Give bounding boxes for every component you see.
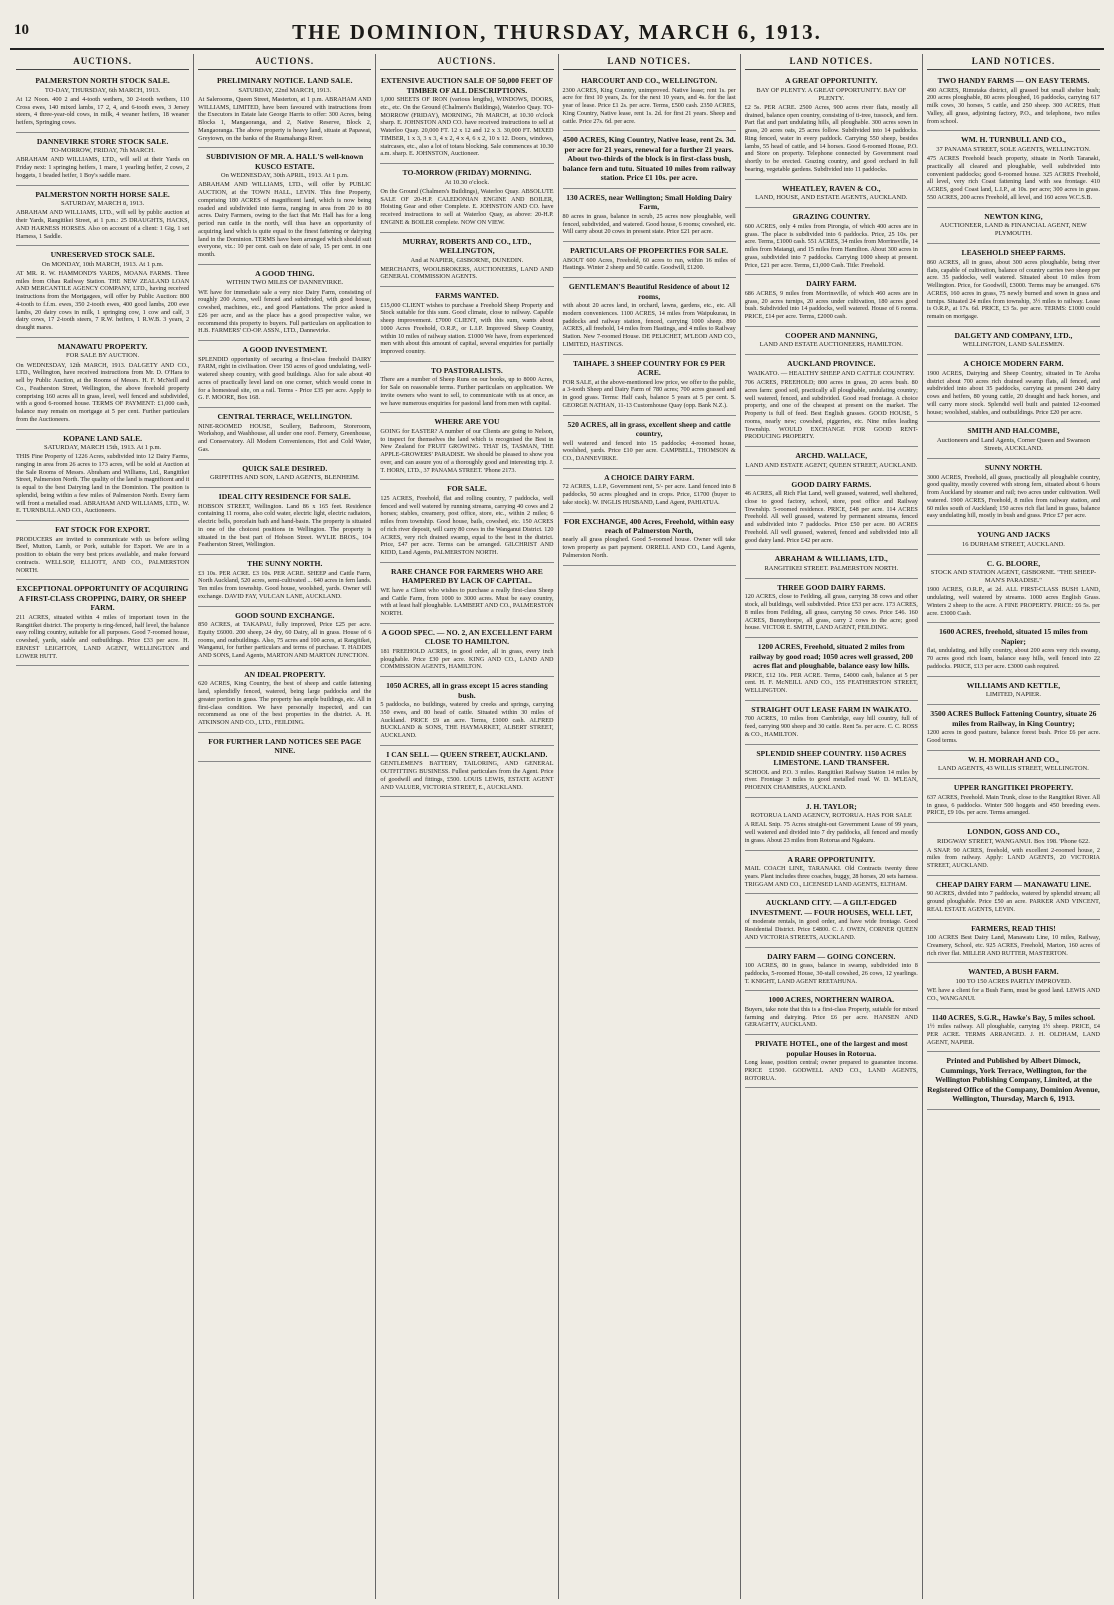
ad-title: UPPER RANGITIKEI PROPERTY. — [953, 783, 1073, 793]
advertisement — [927, 355, 1100, 422]
ad-body: 1200 acres in good pasture, balance forest bush. Price £6 per acre. Good terms. — [926, 729, 1101, 745]
ad-body: At 12 Noon. 400 2 and 4-tooth wethers, 30 2-tooth wethers, 110 Cross ewes, 140 mixed lambs, 17 2, 4, and 6-tooth ewes, 3 Jersey steers, 4 three-year-old cows, in milk, 4 weaner heifers, 18 weaner heifers, Springing cows. — [16, 95, 190, 127]
columns-container — [12, 54, 1104, 1599]
ad-body: A REAL Snip. 75 Acres straight-out Government Lease of 99 years, well watered and divided into 7 dry paddocks, all fenced and mostly in grass. About 23 miles from Rotorua and Ngakuru. — [744, 821, 918, 844]
ad-body: Buyers, take note that this is a first-class Property, suitable for mixed farming and dairying. Price £6 per acre. HANSEN AND GERAGHTY, AUCKLAND. — [744, 1005, 918, 1029]
ad-body: 637 ACRES, Freehold. Main Trunk, close to the Rangitikei River. All in grass, 6 paddocks. Winter 500 hoggets and 450 breeding ewes. PRICE, £9 10s. per acre. Terms arranged. — [926, 793, 1101, 817]
ad-title: YOUNG AND JACKS — [976, 530, 1050, 540]
ad-title: GOOD DAIRY FARMS. — [791, 479, 872, 489]
ad-body: 706 ACRES, FREEHOLD; 800 acres in grass, 20 acres bush. 80 acres farm: good soil, practically all ploughable, undulating country; well watered, fenced, and subdivided. Good road frontage. A choice property, and one of the cheapest at present on the market. The Property is full of feed. Best English grasses. GOOD HOUSE, 5 rooms, nearly new; cowshed, piggeries, etc. Nine miles leading Township. WOULD EXCHANGE FOR GOOD RENT-PRODUCING PROPERTY. — [744, 379, 918, 441]
ad-body: At Salerooms, Queen Street, Masterton, at 1 p.m. ABRAHAM AND WILLIAMS, LIMITED, have been favoured with instructions from the Executors in Estate late George Harris to offer: 300 Acres, being Blocks 1, Mangaoranga, and 2, Native Reserve, Block 2, Mangaoranga. The above property is heavy land, situate at Papawai, Greytown, on the banks of the Ruamahanga River. — [198, 95, 372, 142]
advertisement — [927, 623, 1100, 676]
ad-body: ABRAHAM AND WILLIAMS, LTD., will sell by public auction at their Yards, Rangitikei Street, at 1 p.m.: 25 DRAUGHTS, HACKS, AND HARNESS HORSES. Also on account of a client: 1 Gig, 1 set Harness, 1 Saddle. — [16, 209, 190, 240]
advertisement — [745, 798, 918, 851]
advertisement — [745, 638, 918, 701]
advertisement — [927, 459, 1100, 526]
ad-title: A CHOICE DAIRY FARM. — [604, 472, 695, 482]
advertisement — [745, 991, 918, 1035]
ad-subtitle: ROTORUA LAND AGENCY, ROTORUA. HAS FOR SALE — [750, 812, 912, 820]
ad-body: 850 ACRES, at TAKAPAU, fully improved, Price £25 per acre. Equity £6000. 200 sheep, 24 dry, 60 Dairy, all in grass. House of 6 rooms, and outbuildings. Also, 75 acres and 100 acres, at Rangitikei, Wanganui, for further particulars and terms of purchase. T. HADDIS AND SONS, Land Agents, MARTON AND MARTON JUNCTION. — [198, 621, 372, 660]
advertisement — [927, 131, 1100, 207]
ad-body: 211 ACRES, situated within 4 miles of important town in the Rangitikei district. The property is ring-fenced, half level, the balance easy rolling country, suitable for all purposes. Good 7-roomed house, cowshed, yards, stable and outbuildings. Price £33 per acre. H. ERNEST LEIGHTON, LAND AGENT, WELLINGTON and LOWER HUTT. — [16, 613, 190, 660]
advertisement — [198, 408, 371, 459]
ad-body: 1½ miles railway. All ploughable, carrying 1½ sheep. PRICE, £4 PER ACRE. TERMS ARRANGED. J. H. OLDHAM, LAND AGENT, NAPIER. — [926, 1023, 1101, 1046]
ad-title: 520 ACRES, all in grass, excellent sheep and cattle country, — [567, 419, 731, 439]
ad-title: CENTRAL TERRACE, WELLINGTON. — [217, 412, 353, 422]
advertisement — [927, 876, 1100, 920]
ad-subtitle: RANGITIKEI STREET. PALMERSTON NORTH. — [764, 564, 899, 572]
advertisement — [380, 480, 553, 562]
advertisement — [198, 460, 371, 489]
advertisement — [16, 246, 189, 338]
column-heading: AUCTIONS. — [198, 54, 371, 70]
ad-title: FARMERS, READ THIS! — [971, 923, 1056, 933]
advertisement — [927, 1052, 1100, 1109]
ad-title: WHERE ARE YOU — [434, 417, 500, 427]
ad-title: ARCHD. WALLACE, — [795, 451, 868, 461]
ad-title: 1140 ACRES, S.G.R., Hawke's Bay, 5 miles school. — [931, 1012, 1096, 1022]
ad-subtitle: 100 TO 150 ACRES PARTLY IMPROVED. — [955, 977, 1072, 985]
advertisement — [198, 341, 371, 408]
ad-body: with about 20 acres land, in orchard, lawns, gardens, etc., etc. All modern conveniences. 1100 ACRES, 14 miles from Waipukurau, in paddocks and railway station, fenced, carrying 1000 sheep. 890 ACRES, all freehold, 14 miles from Hastings, and 4 miles to Railway Station. New 7-roomed House. DE PELICHET, M'LEOD AND CO., LIMITED, HASTINGS. — [562, 302, 736, 348]
ad-body: Long lease, position central; owner prepared to guarantee income. PRICE £1500. GODWELL AND CO., LAND AGENTS, ROTORUA. — [744, 1059, 918, 1082]
ad-title: PRELIMINARY NOTICE. LAND SALE. — [216, 76, 353, 86]
ad-title: DALGETY AND COMPANY, LTD., — [954, 330, 1073, 340]
ad-body: flat, undulating, and hilly country, about 200 acres very rich swamp, 70 acres good rich loam, balance easy hills, well fenced into 22 paddocks. PRICE, £13 per acre. £3000 cash required. — [926, 647, 1101, 670]
ad-subtitle: LAND, HOUSE, AND ESTATE AGENTS, AUCKLAND. — [755, 194, 908, 202]
ad-title: SPLENDID SHEEP COUNTRY. 1150 ACRES LIMESTONE. LAND TRANSFER. — [756, 748, 907, 768]
ad-title: PARTICULARS OF PROPERTIES FOR SALE. — [570, 246, 729, 256]
advertisement — [927, 963, 1100, 1008]
advertisement — [198, 72, 371, 148]
advertisement — [16, 580, 189, 666]
ad-title: FOR SALE. — [447, 484, 487, 494]
advertisement — [745, 208, 918, 275]
advertisement — [745, 745, 918, 798]
ad-body: 3000 ACRES, Freehold, all grass, practically all ploughable country, good quality, mostly covered with strong fern, situated about 6 hours from Auckland by steamer and rail; two acres under cultivation. Well watered. 1900 ACRES, Freehold, 8 miles from railway station, and 60 miles south of Auckland; 150 acres rich flat land in grass, balance easy undulating hill, mostly in bush and grass. Price £7 per acre. — [926, 473, 1101, 520]
ad-title: GENTLEMAN'S Beautiful Residence of about 12 rooms, — [568, 282, 730, 301]
advertisement — [745, 550, 918, 579]
ad-subtitle: LAND AND ESTATE AUCTIONEERS, HAMILTON. — [759, 341, 903, 349]
ad-subtitle: RIDGWAY STREET, WANGANUI. Box 198. 'Phone 622. — [937, 837, 1090, 845]
ad-body: ABOUT 600 Acres, Freehold, 60 acres to run, within 16 miles of Hastings. Winter 2 sheep and 50 cattle. Goodwill, £1200. — [562, 256, 736, 272]
ad-title: CHEAP DAIRY FARM — MANAWATU LINE. — [935, 879, 1092, 889]
ad-title: A GOOD INVESTMENT. — [242, 345, 327, 355]
advertisement — [563, 513, 736, 566]
ad-title: FARMS WANTED. — [435, 291, 499, 301]
ad-title: MURRAY, ROBERTS AND CO., LTD., WELLINGTON, — [402, 236, 532, 256]
advertisement — [745, 851, 918, 895]
advertisement — [16, 338, 189, 430]
ad-title: PALMERSTON NORTH STOCK SALE. — [35, 76, 170, 86]
ad-body: AT MR. R. W. HAMMOND'S YARDS, MOANA FARMS. Three miles from Ohau Railway Station. THE NEW ZEALAND LOAN AND MERCANTILE AGENCY COMPANY, LTD., having received instructions from the Mortgagees, will offer by Public Auction: 800 4-tooth to f.f.m. ewes, 350 2-tooth ewes, 400 good lambs, 200 ewe lambs, 20 dairy cows in milk, 1 springing cow, 1 cow and calf, 3 dairy cows, 17 2-tooth steers, 7 R.W. heifers, 1 R.W.B. 3 years, 2 draught mares. — [16, 269, 190, 332]
advertisement — [563, 416, 736, 469]
advertisement — [380, 413, 553, 480]
advertisement — [380, 624, 553, 677]
ad-title: DAIRY FARM. — [806, 279, 857, 289]
ad-subtitle: SATURDAY, MARCH 8, 1913. — [61, 200, 145, 208]
ad-subtitle: TO-DAY, THURSDAY, 6th MARCH, 1913. — [44, 86, 161, 94]
advertisement — [927, 72, 1100, 131]
ad-body: SCHOOL and P.O. 3 miles. Rangitikei Railway Station 14 miles by river. Frontage 3 miles to good metalled road. W. D. M'LEAN, PHOENIX CHAMBERS, AUCKLAND. — [744, 768, 918, 792]
ad-title: A CHOICE MODERN FARM. — [963, 359, 1064, 369]
ad-subtitle: LIMITED, NAPIER. — [985, 691, 1041, 699]
ad-title: TAIHAPE. 3 SHEEP COUNTRY FOR £9 PER ACRE. — [572, 358, 726, 378]
ad-title: DANNEVIRKE STORE STOCK SALE. — [36, 136, 169, 146]
ad-title: COOPER AND MANNING, — [785, 330, 878, 340]
ad-body: 72 ACRES, L.I.P., Government rent, 5/- per acre. Land fenced into 8 paddocks, 50 acres ploughed and in crops. Price, £1700 (buyer to take stock). W. INGLIS HUSBAND, Land Agent, PAHIATUA. — [562, 483, 736, 506]
ad-subtitle: And at NAPIER, GISBORNE, DUNEDIN. — [410, 256, 524, 264]
ad-subtitle: Auctioneers and Land Agents, Corner Queen and Swanson Streets, AUCKLAND. — [936, 436, 1090, 453]
page-number: 10 — [14, 22, 29, 38]
ad-title: SUBDIVISION OF MR. A. HALL'S well-known KUSCO ESTATE. — [206, 152, 364, 171]
ad-body: PRICE, £12 10s. PER ACRE. Terms, £4000 cash, balance at 5 per cent. H. F. McNEILL AND CO., 155 FEATHERSTON STREET, WELLINGTON. — [744, 671, 918, 695]
ad-subtitle: LAND AND ESTATE AGENT, QUEEN STREET, AUCKLAND. — [745, 461, 918, 469]
ad-body: PRODUCERS are invited to communicate with us before selling Beef, Mutton, Lamb, or Pork, suitable for Export. We are in a position to obtain the very best prices available, and make forward contracts. WELLSOP, ELLIOTT, AND CO., PALMERSTON NORTH. — [16, 535, 190, 574]
ad-title: AN IDEAL PROPERTY. — [244, 669, 326, 679]
advertisement — [927, 823, 1100, 876]
ad-title: TO-MORROW (FRIDAY) MORNING. — [402, 168, 532, 178]
ad-title: 3500 ACRES Bullock Fattening Country, situate 26 miles from Railway, in King Country; — [930, 709, 1097, 728]
advertisement — [927, 208, 1100, 245]
column-4 — [558, 54, 740, 1599]
advertisement — [380, 563, 553, 624]
ad-body: £3 10s. PER ACRE. £3 10s. PER ACRE. SHEEP and Cattle Farm, North Auckland, 520 acres, semi-cultivated ... 640 acres in fern lands. Ten miles from township. Good house, woolshed, yards. Owner will exchange. DAVID FAY, VULCAN LANE, AUCKLAND. — [198, 569, 372, 600]
ad-body: MERCHANTS, WOOLBROKERS, AUCTIONEERS, LAND AND GENERAL COMMISSION AGENTS. — [380, 265, 554, 281]
advertisement — [380, 362, 553, 413]
column-heading: AUCTIONS. — [380, 54, 553, 70]
ad-body: THIS Fine Property of 1226 Acres, subdivided into 12 Dairy Farms, ranging in area from 26 acres to 173 acres, will be sold at Auction at the Sale Rooms of Messrs. Abraham and Williams, Ltd., Rangitikei Street, Palmerston North. The quality of the land is magnificent and it is equal to the best Dairying land in the Dominion. The position is splendid, being within a few miles of Palmerston North. Every farm will front a metalled road. ABRAHAM AND WILLIAMS, LTD., W. E. TURNBULL AND CO., Auctioneers. — [16, 453, 190, 515]
advertisement — [198, 265, 371, 341]
ad-title: IDEAL CITY RESIDENCE FOR SALE. — [218, 492, 351, 502]
ad-title: A GOOD SPEC. — NO. 2, AN EXCELLENT FARM CLOSE TO HAMILTON. — [381, 627, 553, 647]
advertisement — [927, 1009, 1100, 1053]
column-heading: LAND NOTICES. — [745, 54, 918, 70]
advertisement — [563, 242, 736, 278]
ad-body: £15,000 CLIENT wishes to purchase a Freehold Sheep Property and Stock suitable for this sum. Good climate, close to railway. Capable sheep improvement. £7000 CLIENT, with this sum, wants about 1000 Acres Freehold, O.R.P., or L.I.P. Improved Sheep Country, within 10 miles of railway station. £1000 We have, from experienced men with about this amount of capital, several enquiries for partially improved country. — [380, 301, 554, 356]
ad-title: THREE GOOD DAIRY FARMS. — [777, 582, 886, 592]
advertisement — [198, 555, 371, 606]
ad-subtitle: WELLINGTON, LAND SALESMEN. — [962, 341, 1065, 349]
advertisement — [927, 327, 1100, 356]
ad-subtitle: WAIKATO. — HEALTHY SHEEP AND CATTLE COUNTRY. — [747, 369, 915, 377]
column-heading: LAND NOTICES. — [927, 54, 1100, 70]
ad-subtitle: BAY OF PLENTY. A GREAT OPPORTUNITY. BAY OF PLENTY. — [756, 86, 907, 102]
advertisement — [927, 779, 1100, 823]
ad-body: 600 ACRES, only 4 miles from Pirongia, of which 400 acres are in grass. The place is subdivided into 6 paddocks. Price, 25 10s. per acre. Terms, £1000 cash. 551 ACRES, 34 miles from Morrinsville, 14 miles from Matangi, and 15 miles from Hamilton. About 300 acres in grass, subdivided into 7 paddocks. Carrying 1000 sheep at present. Price, £21 per acre. Terms, £1,000 Cash. Title: Freehold. — [744, 222, 918, 269]
ad-body: 181 FREEHOLD ACRES, in good order, all in grass, every inch ploughable. Price £30 per acre. KING AND CO., LAND AND COMMISSION AGENTS, HAMILTON. — [380, 647, 554, 671]
ad-body: There are a number of Sheep Runs on our books, up to 8000 Acres, for Sale on reasonable terms. Further particulars on application. We invite owners who want to sell, to communicate with us at once, as we have numerous enquiries for pastoral land from men with capital. — [380, 376, 554, 407]
ad-subtitle: SATURDAY, MARCH 15th, 1913. At 1 p.m. — [43, 444, 162, 452]
column-3 — [375, 54, 557, 1599]
ad-title: A GREAT OPPORTUNITY. — [785, 76, 878, 86]
ad-subtitle: FOR SALE BY AUCTION. — [66, 352, 140, 360]
advertisement — [745, 894, 918, 947]
ad-title: 1600 ACRES, freehold, situated 15 miles from Napier; — [939, 627, 1088, 646]
ad-title: 1000 ACRES, NORTHERN WAIROA. — [768, 995, 895, 1005]
advertisement — [16, 186, 189, 247]
advertisement — [16, 521, 189, 580]
column-heading: LAND NOTICES. — [563, 54, 736, 70]
column-2 — [193, 54, 375, 1599]
advertisement — [927, 555, 1100, 624]
advertisement — [563, 355, 736, 416]
advertisement — [927, 751, 1100, 780]
ad-body: 80 acres in grass, balance in scrub, 25 acres now ploughable, well fenced, subdivided, and watered. Good house, 6 rooms; cowshed, etc. Will carry about 20 cows in present state. Price £21 per acre. — [562, 212, 736, 236]
advertisement — [745, 275, 918, 326]
ad-body: GOING for EASTER? A number of our Clients are going to Nelson, to inspect for themselves the land which is recognised the Best in New Zealand for FRUIT GROWING. THAT IS, TASMAN, THE APPLE-GROWERS' PARADISE. We should be pleased to show you over, and can assure you of a thoroughly good and interesting trip. J. T. HORN, LTD., 37 PANAMA STREET. 'Phone 2173. — [380, 427, 554, 474]
advertisement — [16, 133, 189, 186]
ad-title: 4500 ACRES, King Country, Native lease, rent 2s. 3d. per acre for 21 years, renewal for a further 21 years. About two-thirds of the block is in first-class bush, balance fern and tutu. Situated 10 miles from railway station. Price £1 10s. per acre. — [562, 135, 736, 183]
advertisement — [745, 180, 918, 209]
ad-title: WHEATLEY, RAVEN & CO., — [781, 183, 881, 193]
advertisement — [198, 488, 371, 555]
advertisement — [563, 469, 736, 513]
ad-body: 90 ACRES, divided into 7 paddocks, watered by splendid stream; all ground ploughable. Price £50 an acre. PARKER AND VINCENT, REAL ESTATE AGENTS, LEVIN. — [926, 890, 1101, 913]
ad-body: ABRAHAM AND WILLIAMS, LTD., will sell at their Yards on Friday next: 1 springing heifers, 1 mare, 1 yearling heifer, 2 cows, 2 hoggets, 1 beaded heifer, 1 Boy's saddle mare. — [16, 156, 190, 179]
ad-title: LONDON, GOSS AND CO., — [967, 827, 1060, 837]
ad-body: 5 paddocks, no buildings, watered by creeks and springs, carrying 350 ewes, and 80 head of cattle. Situated within 30 miles of Auckland. PRICE £9 an acre. Terms, £1000 cash. ALFRED BUCKLAND & SONS, THE HAYMARKET, ALBERT STREET, AUCKLAND. — [380, 701, 554, 740]
advertisement — [380, 677, 553, 746]
ad-title: MANAWATU PROPERTY. — [57, 341, 148, 351]
ad-subtitle: GRIFFITHS AND SON, LAND AGENTS, BLENHEIM. — [210, 474, 360, 482]
ad-title: ABRAHAM & WILLIAMS, LTD., — [774, 554, 888, 564]
advertisement — [745, 1035, 918, 1088]
advertisement — [927, 920, 1100, 964]
column-6 — [922, 54, 1104, 1599]
ad-subtitle: TO-MORROW, FRIDAY, 7th MARCH. — [50, 147, 155, 155]
ad-subtitle: 16 DURHAM STREET, AUCKLAND. — [961, 540, 1065, 548]
ad-body: 700 ACRES, 10 miles from Cambridge, easy hill country, full of feed, carrying 900 sheep and 30 cattle. Rent 5s. per acre. C. C. ROSS & CO., HAMILTON. — [744, 715, 918, 738]
ad-body: On the Ground (Chalmers's Buildings), Waterloo Quay. ABSOLUTE SALE OF 20-H.P. CALEDONIAN ENGINE AND BOILER, Hoisting Gear and other Complete. E. JOHNSTON AND CO. have received instructions to sell at Waterloo Quay, as above: 20-H.P. ENGINE & BOILER complete. NOW ON VIEW. — [380, 187, 554, 226]
ad-title: DAIRY FARM — GOING CONCERN. — [767, 951, 896, 961]
ad-title: THE SUNNY NORTH. — [247, 559, 323, 569]
advertisement — [563, 72, 736, 131]
advertisement — [745, 579, 918, 638]
ad-title: STRAIGHT OUT LEASE FARM IN WAIKATO. — [751, 704, 912, 714]
ad-body: WE have a client for a Bush Farm, must be good land. LEWIS AND CO., WANGANUI. — [926, 987, 1101, 1002]
advertisement — [745, 327, 918, 356]
ad-title: SUNNY NORTH. — [984, 463, 1043, 473]
advertisement — [198, 666, 371, 733]
ad-body: WE have for immediate sale a very nice Dairy Farm, consisting of roughly 200 Acres, well fenced and subdivided, with good house, cowshed, machines, etc., and good Plantations. The price asked is £26 per acre, and as the place has a good prospective value, we recommend this property to buyers. Full particulars on application to H.B. FARMERS' CO-OP. ASSN., LTD., Dannevirke. — [198, 288, 372, 335]
advertisement — [380, 746, 553, 797]
ad-title: I CAN SELL — QUEEN STREET, AUCKLAND. — [386, 749, 548, 759]
ad-title: PALMERSTON NORTH HORSE SALE. — [35, 189, 170, 199]
ad-body: well watered and fenced into 15 paddocks; 4-roomed house, woolshed, yards. Price £10 per acre. CAMPBELL, THOMSON & CO., DANNEVIRKE. — [562, 439, 736, 463]
ad-body: 100 ACRES, 80 in grass, balance in swamp, subdivided into 8 paddocks, 5-roomed House, 30-stall cowshed, 26 cows, 12 yearlings. T. KNIGHT, LAND AGENT REETAHUNA. — [744, 962, 918, 985]
ad-body: 475 ACRES Freehold beach property, situate in North Taranaki, practically all cleared and ploughable, well subdivided into convenient paddocks; good 6-roomed house. 325 ACRES Freehold, all level, very rich Coast fattening land with sea frontage. 410 ACRES, good Coast land, L.I.P., at 10s. per acre; 300 acres in grass. 550 ACRES, 200 acres Freehold, all level, and 160 acres W.C.S.B. — [926, 155, 1101, 201]
ad-body: SPLENDID opportunity of securing a first-class freehold DAIRY FARM, right in civilisation. Over 150 acres of good undulating, well-watered sheep country, with good buildings. Also for sale about 40 acres of practically level land on one corner, which would come in for a homestead site, on a rail. Terms - Price £35 per acre. Apply to G. F. MOORE, Box 168. — [198, 355, 372, 402]
ad-title: A RARE OPPORTUNITY. — [787, 854, 875, 864]
ad-subtitle: 37 PANAMA STREET, SOLE AGENTS, WELLINGTON. — [936, 145, 1091, 153]
ad-body: 100 ACRES Best Dairy Land, Manawatu Line, 10 miles, Railway, Creamery, School, etc. 925 ACRES, Freehold, Marton, 160 acres of rich river flat. MILLER AND RUTTER, MASTERTON. — [926, 934, 1101, 957]
ad-body: A SNAP. 90 ACRES, freehold, with excellent 2-roomed house, 2 miles from railway. Apply: LAND AGENTS, 20 VICTORIA STREET, AUCKLAND. — [926, 846, 1101, 870]
advertisement — [927, 244, 1100, 326]
advertisement — [380, 287, 553, 362]
ad-body: £2 5s. PER ACRE. 2500 Acres, 900 acres river flats, mostly all drained, balance open country, consisting of ti-tree, tussock, and fern. Part flat and part undulating hills, all ploughable. 300 acres sown in grass, 20 acres oats, 25 acres follow. Subdivided into 14 paddocks. Ring fenced, water in every paddock. Carrying 550 sheep, besides lambs, 55 head of cattle, and 14 horses. Good 6-roomed House, P.O. and Store on property. Telephone connected by Government road shortly to be erected. Grazing country, and good orchard in full bearing, vegetable gardens. Subdivided into 11 paddocks. — [744, 103, 918, 173]
ad-title: KOPANE LAND SALE. — [63, 433, 143, 443]
ad-title: WILLIAMS AND KETTLE, — [966, 680, 1061, 690]
ad-title: RARE CHANCE FOR FARMERS WHO ARE HAMPERED BY LACK OF CAPITAL. — [391, 566, 543, 586]
ad-body: 1900 ACRES, O.R.P., at 2d. ALL FIRST-CLASS BUSH LAND, undulating, well watered by streams. 1000 acres English Grass. Winters 2 sheep to the acre. A FINE PROPERTY. PRICE: £6 5s. per acre. £3000 Cash. — [926, 586, 1101, 617]
ad-title: EXTENSIVE AUCTION SALE OF 50,000 FEET OF TIMBER OF ALL DESCRIPTIONS. — [380, 76, 553, 95]
ad-body: NINE-ROOMED HOUSE, Scullery, Bathroom, Storeroom, Workshop, and Washhouse, all under one roof. Fernery, Greenhouse, and Conservatory. All Modern Conveniences, Hot and Cold Water, Gas. — [198, 422, 372, 453]
ad-title: FAT STOCK FOR EXPORT. — [55, 525, 150, 535]
ad-body: WE have a Client who wishes to purchase a really first-class Sheep and Cattle Farm, from 1000 to 3000 acres. Must be easy country, with at least half ploughable. LAMBERT AND CO., PALMERSTON NORTH. — [380, 586, 554, 618]
ad-subtitle: LAND AGENTS, 43 WILLIS STREET, WELLINGTON. — [938, 765, 1089, 773]
ad-subtitle: On WEDNESDAY, 30th APRIL, 1913. At 1 p.m. — [220, 172, 349, 180]
advertisement — [198, 733, 371, 762]
ad-subtitle: AUCTIONEER, LAND & FINANCIAL AGENT, NEW PLYMOUTH. — [940, 222, 1087, 238]
advertisement — [198, 607, 371, 666]
advertisement — [16, 72, 189, 133]
ad-body: nearly all grass ploughed. Good 5-roomed house. Owner will take town property as part payment. ORRELL AND CO., Land Agents, Palmerston North. — [562, 536, 736, 559]
ad-title: 1200 ACRES, Freehold, situated 2 miles from railway by good road; 1050 acres well grassed, 200 acres flat and ploughable, balance easy low hills. — [749, 642, 914, 671]
ad-title: TO PASTORALISTS. — [431, 365, 503, 375]
ad-body: GENTLEMEN'S BATTERY, TAILORING, AND GENERAL OUTFITTING BUSINESS. Fullest particulars from the Agent. Price of goodwill and fittings, £500. LOUIS LEWIS, ESTATE AGENT AND VALUER, VICTORIA STREET, E., AUCKLAND. — [380, 760, 554, 791]
ad-body: FOR SALE, at the above-mentioned low price, we offer to the public, a 3-tooth Sheep and Dairy Farm of 780 acres; 700 acres grassed and in good grass. Terms: Half cash, balance 5 years at 5 per cent. S. GEORGE NATHAN, 11-13 Customhouse Quay (opp. Bank N.Z.). — [562, 378, 736, 409]
ad-title: W. H. MORRAH AND CO., — [968, 754, 1059, 764]
advertisement — [198, 148, 371, 265]
ad-subtitle: WITHIN TWO MILES OF DANNEVIRKE. — [226, 279, 344, 287]
column-1 — [12, 54, 193, 1599]
ad-title: FOR FURTHER LAND NOTICES SEE PAGE NINE. — [208, 736, 362, 756]
ad-title: QUICK SALE DESIRED. — [242, 463, 328, 473]
advertisement — [563, 189, 736, 242]
ad-title: PRIVATE HOTEL, one of the largest and most popular Houses in Rotorua. — [755, 1039, 908, 1058]
advertisement — [927, 705, 1100, 750]
ad-title: AUCKLAND CITY. — A GILT-EDGED INVESTMENT. — FOUR HOUSES, WELL LET, — [750, 898, 913, 917]
ad-title: EXCEPTIONAL OPPORTUNITY OF ACQUIRING A FIRST-CLASS CROPPING, DAIRY, OR SHEEP FARM. — [16, 584, 189, 613]
advertisement — [745, 948, 918, 992]
ad-title: 130 ACRES, near Wellington; Small Holding Dairy Farm, — [566, 192, 732, 212]
advertisement — [380, 164, 553, 232]
ad-subtitle: STOCK AND STATION AGENT, GISBORNE. "THE SHEEP-MAN'S PARADISE." — [930, 569, 1097, 585]
ad-title: A GOOD THING. — [255, 268, 315, 278]
newspaper-title: THE DOMINION, THURSDAY, MARCH 6, 1913. — [292, 20, 822, 44]
ad-title: HARCOURT AND CO., WELLINGTON. — [581, 76, 718, 86]
ad-body: 1900 ACRES, Dairying and Sheep Country, situated in Te Aroha district about 700 acres rich drained swamp flats, all fenced, and subdivided into about 35 paddocks, carrying at present 240 dairy cows and heifers, 80 young cattle, 20 draught and hack horses, and will carry more stock. Splendid well built and painted 12-roomed house; woolshed, stables, and outbuildings. Price £20 per acre. — [926, 369, 1101, 416]
ad-body: 2300 ACRES, King Country, unimproved. Native lease; rent 1s. per acre for first 10 years, 2s. for the next 10 years, and 4s. for the last year of lease. Price £1 2s. per acre. Terms, £500 cash. 2350 ACRES, King Country, Native lease, rent 1s. 2d. for first 21 years. Sheep and cattle. Price 27s. 6d. per acre. — [562, 86, 736, 125]
ad-title: J. H. TAYLOR; — [805, 801, 857, 811]
ad-body: 860 ACRES, all in grass, about 300 acres ploughable, being river flats, capable of cultivation, balance of country carries two sheep per acre. 35 paddocks, well watered. Situated about 10 miles from Wellington. Price, for Goodwill, £3000. Terms may be arranged. 676 ACRES, 160 acres in grass, 75 newly burned and sown in grass and turnips. Situated 24 miles from township, 3½ miles to railway. Lease is O.R.P., at 17s. 6d. PRICE, £3 5s. per acre. TERMS: £1000 could remain on mortgage. — [926, 258, 1101, 321]
ad-subtitle: On MONDAY, 10th MARCH, 1913. At 1 p.m. — [41, 260, 164, 268]
ad-title: GOOD SOUND EXCHANGE. — [235, 610, 335, 620]
advertisement — [927, 422, 1100, 459]
advertisement — [745, 447, 918, 476]
advertisement — [380, 233, 553, 288]
column-5 — [740, 54, 922, 1599]
advertisement — [16, 430, 189, 522]
ad-title: WANTED, A BUSH FARM. — [968, 967, 1059, 977]
advertisement — [927, 677, 1100, 706]
column-heading: AUCTIONS. — [16, 54, 189, 70]
masthead-rule — [10, 48, 1104, 50]
ad-body: 125 ACRES, Freehold, flat and rolling country, 7 paddocks, well fenced and well watered by running streams, carrying 40 cows and 2 horses; stables, creamery, post office, store, etc., within 2 miles; 6 miles from township. Good house, bails, cowshed, etc. 150 ACRES of rich river deposit, will carry 80 cows in the Wanganui District. 120 ACRES, very rich drained swamp, equal to the best in the district. Price, £47 per acre. Terms can be arranged. GILCHRIST AND KIDD, Land Agents, PALMERSTON NORTH. — [380, 494, 554, 557]
ad-body: 120 ACRES, close to Feilding, all grass, carrying 38 cows and other stock, all buildings, well subdivided. Price £53 per acre. 173 ACRES, 8 miles from Feilding, all grass, carrying 50 cows. Price £46. 160 ACRES, Bunnythorpe, all grass, carry 2 cows to the acre; good house. VICTOR E. SMITH, LAND AGENT, FEILDING. — [744, 593, 918, 632]
advertisement — [745, 701, 918, 745]
ad-title: 1050 ACRES, all in grass except 15 acres standing bush. — [386, 681, 548, 700]
ad-title: AUCKLAND PROVINCE. — [787, 359, 876, 369]
ad-body: 1,000 SHEETS OF IRON (various lengths), WINDOWS, DOORS, etc., etc. On the Ground (Chalmers's Buildings), Waterloo Quay. TO-MORROW (FRIDAY), MORNING, 7th MARCH, at 10.30 o'clock sharp. E. JOHNSTON AND CO. have received instructions to sell at Waterloo Quay. 20,000 FT. 12 x 12 and 12 x 3. 30,000 FT. MIXED TIMBER, 1 x 3, 3 x 3, 4 x 2, 4 x 4, 6 x 2, 10 x 12. Doors, windows, staircases, etc., also a lot of totara blocking. Sale commences at 10.30 a.m. sharp. E. JOHNSTON, Auctioneer. — [380, 96, 554, 158]
ad-body: HOBSON STREET, Wellington. Land 86 x 165 feet. Residence containing 11 rooms, also cold water, electric light, electric radiators, electric bells, porcelain bath and hand-basin. The property is situated in one of the choicest positions in Wellington. The property is situated in the best part of Hobson Street. WYLIE BROS., 104 Featherston Street, Wellington. — [198, 502, 372, 549]
ad-subtitle: SATURDAY, 22nd MARCH, 1913. — [238, 86, 332, 94]
ad-title: NEWTON KING, — [984, 211, 1043, 221]
advertisement — [380, 72, 553, 164]
advertisement — [563, 131, 736, 188]
ad-body: MAIL COACH LINE, TARANAKI. Old Contracts twenty three years. Plant includes three coaches, buggy, 28 horses, 20 sets harness. TRIGGAM AND CO., LICENSED LAND AGENTS, ELTHAM. — [744, 865, 918, 888]
ad-title: WM. H. TURNBULL AND CO., — [960, 135, 1066, 145]
ad-body: 686 ACRES, 9 miles from Morrinsville, of which 460 acres are in grass, 20 acres turnips, 20 acres under cultivation, 180 acres good bush. Subdivided into 14 paddocks, well watered. House of 6 rooms. PRICE, £14 per acre. Terms, £2000 cash. — [744, 289, 918, 321]
ad-body: 620 ACRES, King Country, the best of sheep and cattle fattening land, splendidly fenced, watered, being large paddocks and the greater portion in grass. The property has ample buildings, etc. All in first-class condition. We have personally inspected, and can recommend as one of the best properties in the district. A. H. ATKINSON AND CO., LTD., FEILDING. — [198, 680, 372, 727]
ad-body: of moderate rentals, in good order, and have wide frontage. Good Residential District. Price £4800. C. J. OWEN, CORNER QUEEN AND VICTORIA STREETS, AUCKLAND. — [744, 918, 918, 941]
ad-subtitle: At 10.30 o'clock. — [444, 178, 490, 186]
advertisement — [745, 476, 918, 551]
masthead — [0, 0, 1114, 60]
advertisement — [745, 355, 918, 447]
advertisement — [563, 278, 736, 354]
ad-body: ABRAHAM AND WILLIAMS, LTD., will offer by PUBLIC AUCTION, at the TOWN HALL, LEVIN. This fine Property, comprising 180 ACRES of magnificent land, which is now being roaded and subdivided into farms, ranging in area from 20 to 80 acres. Dairy Farmers, owing to the fact that Mr. Hall has for a long period run cattle in the north, will thus have an opportunity of acquiring land which is quite equal to the finest fattening or dairying land in the Dominion. TERMS have been arranged which should suit everyone, viz.: 10 per cent. cash on date of sale, 15 per cent. in one month. — [198, 181, 372, 259]
ad-title: SMITH AND HALCOMBE, — [967, 426, 1060, 436]
ad-body: On WEDNESDAY, 12th MARCH, 1913. DALGETY AND CO., LTD., Wellington, have received instructions from Mr. D. O'Hara to sell by Public Auction, at the Rooms of Messrs. H. F. McNeill and Co., Featherston Street, Wellington, the above freehold property comprising 160 acres all in grass, level, well fenced and subdivided, with a good 6-roomed house. TERMS OF PAYMENT: £1,000 cash, balance may remain on mortgage at 5 per cent. Further particulars from the Auctioneers. — [16, 361, 190, 423]
ad-title: TWO HANDY FARMS — ON EASY TERMS. — [937, 76, 1090, 86]
advertisement — [745, 72, 918, 179]
ad-title: UNRESERVED STOCK SALE. — [50, 250, 155, 260]
ad-body: 490 ACRES, Rimutaka district, all grassed but small shelter bush; 200 acres ploughable, 80 acres ploughed, 16 paddocks, carrying 617 milk cows, 30 horses, 5 cattle, and 250 sheep. 300 ACRES, Hutt Valley, all grass, adjoining factory, P.O., and telephone, two miles from school. — [926, 86, 1101, 125]
advertisement — [927, 526, 1100, 555]
ad-title: C. G. BLOORE, — [986, 558, 1041, 568]
ad-title: Printed and Published by Albert Dimock, Cummings, York Terrace, Wellington, for the Wellington Publishing Company, Limited, at the Registered Office of the Company, Dominion Avenue, Wellington, Thursday, March 6, 1913. — [927, 1056, 1100, 1104]
ad-body: 46 ACRES, all Rich Flat Land, well grassed, watered, well sheltered, close to good factory, school, store, post office and Railway Township. 5-roomed residence. PRICE, £48 per acre. 114 ACRES Freehold. All well grassed, watered by permanent streams, fenced and subdivided into 7 paddocks. Price £50 per acre. 80 ACRES Freehold. All well grassed, watered, fenced and subdivided into all good dairy land. Price £42 per acre. — [744, 490, 918, 544]
ad-title: GRAZING COUNTRY. — [792, 212, 871, 222]
ad-title: FOR EXCHANGE, 400 Acres, Freehold, within easy reach of Palmerston North, — [564, 516, 735, 535]
ad-title: LEASEHOLD SHEEP FARMS. — [961, 248, 1066, 258]
